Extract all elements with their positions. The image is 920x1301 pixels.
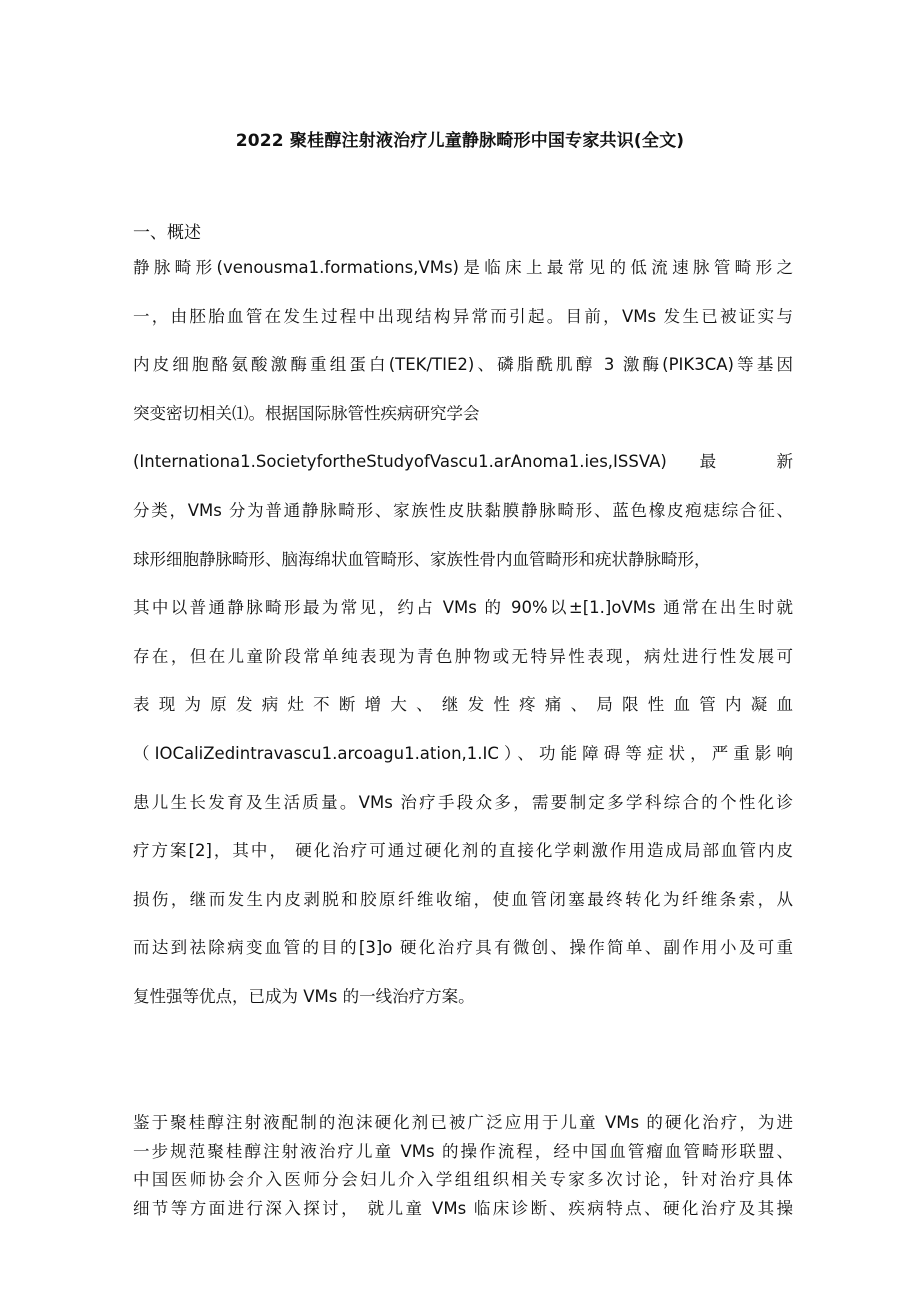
paragraph-consensus-intro: [133, 1111, 793, 1225]
paragraph-line: (Internationa1.SocietyfortheStudyofVascu1.arAnoma1.ies,ISSVA) 最 新: [133, 452, 793, 472]
document-title: 2022 聚桂醇注射液治疗儿童静脉畸形中国专家共识(全文): [235, 131, 685, 151]
paragraph-line: 球形细胞静脉畸形、脑海绵状血管畸形、家族性骨内血管畸形和疣状静脉畸形，: [133, 549, 711, 569]
paragraph-line: 损伤，继而发生内皮剥脱和胶原纤维收缩，使血管闭塞最终转化为纤维条索，从: [133, 889, 793, 909]
paragraph-line: 其中以普通静脉畸形最为常见，约占 VMs 的 90%以±[1.]oVMs 通常在出生时就: [133, 598, 793, 618]
paragraph-line: 内皮细胞酪氨酸激酶重组蛋白(TEK/TIE2)、磷脂酰肌醇 3 激酶(PIK3CA)等基因: [133, 355, 793, 375]
paragraph-line: 分类，VMs 分为普通静脉畸形、家族性皮肤黏膜静脉畸形、蓝色橡皮疱痣综合征、: [133, 500, 793, 520]
paragraph-line: 中国医师协会介入医师分会妇儿介入学组组织相关专家多次讨论，针对治疗具体: [133, 1170, 793, 1190]
paragraph-line: 静脉畸形(venousma1.formations,VMs)是临床上最常见的低流速脉管畸形之: [133, 258, 793, 277]
paragraph-line: 疗方案[2]，其中， 硬化治疗可通过硬化剂的直接化学刺激作用造成局部血管内皮: [133, 841, 793, 861]
section-heading: 一、概述: [133, 223, 201, 243]
paragraph-line: 一步规范聚桂醇注射液治疗儿童 VMs 的操作流程，经中国血管瘤血管畸形联盟、: [133, 1141, 793, 1161]
paragraph-line: 表 现 为 原 发 病 灶 不 断 增 大 、 继 发 性 疼 痛 、 局 限 性 血 管 内 凝 血: [133, 695, 793, 715]
paragraph-line: 存在，但在儿童阶段常单纯表现为青色肿物或无特异性表现，病灶进行性发展可: [133, 646, 793, 666]
paragraph-line: 细节等方面进行深入探讨， 就儿童 VMs 临床诊断、疾病特点、硬化治疗及其操: [133, 1198, 793, 1218]
paragraph-overview: [133, 256, 793, 1034]
paragraph-line: 一，由胚胎血管在发生过程中出现结构异常而引起。目前，VMs 发生已被证实与: [133, 306, 793, 326]
paragraph-line: 复性强等优点，已成为 VMs 的一线治疗方案。: [133, 986, 475, 1006]
paragraph-line: 突变密切相关⑴。根据国际脉管性疾病研究学会: [133, 403, 480, 423]
paragraph-line: （IOCaliZedintravascu1.arcoagu1.ation,1.IC）、功能障碍等症状，严重影响: [133, 743, 793, 763]
paragraph-line: 患儿生长发育及生活质量。VMs 治疗手段众多，需要制定多学科综合的个性化诊: [133, 792, 793, 812]
paragraph-line: 鉴于聚桂醇注射液配制的泡沫硬化剂已被广泛应用于儿童 VMs 的硬化治疗，为进: [133, 1113, 793, 1132]
paragraph-line: 而达到祛除病变血管的目的[3]o 硬化治疗具有微创、操作简单、副作用小及可重: [133, 938, 793, 958]
